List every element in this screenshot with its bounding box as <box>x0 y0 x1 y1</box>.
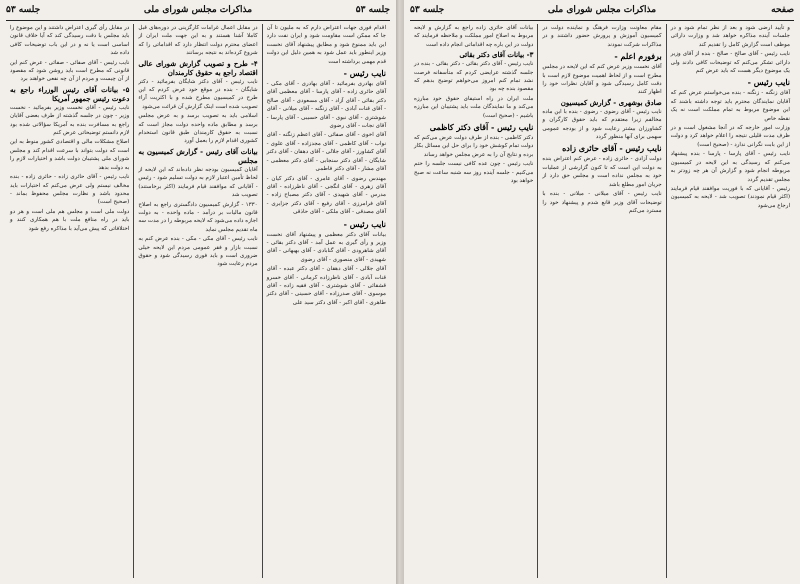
paragraph: ۱۳۳۰ - گزارش کمیسیون دادگستری راجع به اصلاح قانون مالیات بر درآمد - ماده واحده - به دولت اجازه داده می‌شود که لایحه مربوطه را در مدت سه ماه تقدیم مجلس نماید <box>138 201 258 233</box>
paragraph: آقای بهادری بفرمائید - آقای بهادری - آقای مکی - آقای حائری زاده - آقای پارسا - آقای معظمی آقای دکتر بقائی - آقای آزاد - آقای مسعودی - آقای صالح - آقای قنات آبادی - آقای زنگنه - آقای میلانی - آقای شوشتری - آقای نبوی - آقای حسیبی - آقای پارسا - آقای نجات - آقای رضوی <box>266 81 386 130</box>
paragraph: نایب رئیس - آقای صالح - صالح - بنده از آقای وزیر دارائی تشکر می‌کنم که توضیحات کافی دادند ولی یک موضوع دیگر هست که باید عرض کنم <box>670 51 790 75</box>
paragraph: در مقابل رأی گیری اعتراض داشتند و این موضوع را باید مجلس با دقت رسیدگی کند که آیا خلاف قانون اساسی است یا نه و در این باب توضیحات کافی داده شد <box>10 25 130 57</box>
paragraph: در مقابل اعمال غرامات کارگزینی در دوره‌های قبل کاملا آشنا هستند و به این جهت ملت ایران از اعضای محترم دولت انتظار دارد که اقداماتی را که شروع کرده‌اند به نتیجه برسانند <box>138 25 258 57</box>
paragraph: آقای جلالی - آقای دهقان - آقای دکتر عبده - آقای قنات آبادی - آقای ناظرزاده کرمانی - آقای خسرو قشقائی - آقای شوشتری - آقای فقیه زاده - آقای موسوی - آقای صدرزاده - آقای حسینی - آقای دکتر طاهری - آقای اکبر - آقای دکتر سید علی <box>266 266 386 306</box>
paragraph: نایب رئیس - آقای دکتر شایگان بفرمائید - دکتر شایگان - بنده در موقع خود عرض کردم که این طرح در کمیسیون مطرح شده و با اکثریت آراء تصویب شده است اینک گزارش آن قرائت می‌شود <box>138 78 258 110</box>
paragraph: مقام معاونت وزارت فرهنگ و نماینده دولت در کمیسیون آموزش و پرورش حضور داشتند و در مذاکرات شرکت نمودند <box>542 25 662 48</box>
speaker-heading: صادق بوشهری - گزارش کمیسیون <box>560 97 662 107</box>
paragraph: آقای زنگنه - زنگنه - بنده می‌خواستم عرض کنم که آقایان نمایندگان محترم باید توجه داشته باشند که این موضوع مربوط به تمام مملکت است نه یک نقطه خاص <box>670 90 790 122</box>
paragraph: نایب رئیس - آقای دکتر بقائی - دکتر بقائی - بنده در جلسه گذشته عرایضی کردم که متأسفانه فرصت نشد تمام کنم امروز می‌خواهم توضیح بدهم که مقصود بنده چه بود <box>414 61 534 93</box>
paragraph: و تأیید ارضی شود و بعد از نظر تمام شود و در جلسات آینده مذاکره خواهد شد و وزارت دارائی موظف است گزارش کامل را تقدیم کند <box>670 25 790 48</box>
left-page-title: مذاکرات مجلس شورای ملی <box>143 5 253 15</box>
paragraph: آقایان کمیسیون بودجه نظر داده‌اند که این لایحه از لحاظ تأمین اعتبار لازم به دولت تسلیم شود - رئیس - آقایانی که موافقند قیام فرمایند (اکثر برخاستند) تصویب شد <box>138 166 258 199</box>
left-page-number: جلسه ۵۳ <box>6 5 41 15</box>
paragraph: ملت ایران در راه استیفای حقوق خود مبارزه می‌کند و ما نمایندگان ملت باید پشتیبان این مبارزه باشیم - (صحیح است) <box>414 95 534 119</box>
paragraph: اسلامی باید به تصویب برسد و به عرض مجلس برسد و مطابق ماده واحده دولت مجاز است که نسبت به حقوق کارمندان طبق قانون استخدام کشوری اقدام لازم را بعمل آورد <box>138 113 258 145</box>
right-page-session-label: جلسه ۵۳ <box>410 5 445 15</box>
paragraph: نایب رئیس - آقای نخست وزیر بفرمائید - نخست وزیر - چون در جلسه گذشته از طرف بعضی آقایان راجع به مسافرت بنده به آمریکا سؤالاتی شده بود لازم دانستم توضیحاتی عرض کنم <box>10 104 130 137</box>
right-page-columns <box>410 24 794 578</box>
right-col-2 <box>410 24 537 578</box>
paragraph: دکتر کاظمی - بنده از طرف دولت عرض می‌کنم که دولت تمام کوشش خود را برای حل این مسائل بکار برده و نتایج آن را به عرض مجلس خواهد رساند <box>414 135 534 158</box>
paragraph: دولت ملی است و مجلس هم ملی است و هر دو باید در راه منافع ملت با هم همکاری کنند و اختلافاتی که پیش می‌آید با مذاکره رفع شود <box>10 208 130 232</box>
right-col-0 <box>666 24 794 578</box>
right-col-1 <box>537 24 665 578</box>
speaker-heading: ۴- طرح و تصویب گزارش شورای عالی اقتصاد راجع به حقوق کارمندان <box>138 58 258 77</box>
right-page <box>404 0 800 584</box>
paragraph: رئیس - آقایانی که با فوریت موافقند قیام فرمایند (اکثر قیام نمودند) تصویب شد - لایحه به کمیسیون ارجاع می‌شود <box>670 185 790 209</box>
speaker-heading: نایب رئیس - <box>343 218 386 229</box>
paragraph: نایب رئیس - چون عده کافی نیست جلسه را ختم می‌کنیم - جلسه آینده روز سه شنبه ساعت نه صبح خواهد بود <box>414 161 534 185</box>
left-page-session-label: جلسه ۵۳ <box>355 5 390 15</box>
speaker-heading: نایب رئیس - <box>747 77 790 88</box>
speaker-heading: نایب رئیس - آقای حائری زاده <box>562 143 662 154</box>
left-col-2 <box>6 24 133 578</box>
speaker-heading: نایب رئیس - <box>343 68 386 79</box>
speaker-heading: نایب رئیس - آقای دکتر کاظمی <box>429 122 534 133</box>
paragraph: اقدام فوری جهات اعتراض دارم که به ملیون تا آن جا که ممکن است مقاومت شود و ایران نفت دارد این باید ممنوع شود و مطابق پیشنهاد آقای نخست وزیر اینطور باید عمل شود به همین دلیل این دولت قدم مهمی برداشته است <box>266 25 386 65</box>
paragraph: نایب رئیس - آقای پارسا - پارسا - بنده پیشنهاد می‌کنم که رسیدگی به این لایحه در کمیسیون مربوطه انجام شود و گزارش آن هر چه زودتر به مجلس تقدیم گردد <box>670 151 790 183</box>
paragraph: اصلاح مشکلات مالی و اقتصادی کشور منوط به این است که دولت بتواند با سرعت اقدام کند و مجلس شورای ملی پشتیبان دولت باشد و اختیارات لازم را به دولت بدهد <box>10 139 130 171</box>
paragraph: نایب رئیس - آقای مکی - مکی - بنده عرض کنم به نسبت بازار و فقر عمومی مردم این لایحه خیلی ضروری است و باید فوری رسیدگی شود و حقوق مردم رعایت شود <box>138 236 258 268</box>
speaker-heading: ۳- بیانات آقای دکتر بقائی <box>459 50 534 60</box>
paragraph: وزارت امور خارجه که در آنجا مشغول است و در ظرف مدت قلیلی نتیجه را اعلام خواهد کرد و دولت از این بابت نگرانی ندارد - (صحیح است) <box>670 125 790 148</box>
right-page-number: صفحه <box>771 5 794 15</box>
paragraph: دولت آزادی - حائری زاده - عرض کنم اعتراض بنده به دولت این است که تا کنون گزارشی از عملیات خود به مجلس نداده است و مجلس حق دارد از جریان امور مطلع باشد <box>542 156 662 188</box>
paragraph: بیانات آقای حائری زاده راجع به گزارش و لایحه مربوط به اصلاح امور مملکت و ملاحظه فرمایند که دولت در این باره چه اقداماتی انجام داده است <box>414 25 534 48</box>
paragraph: نایب رئیس - آقای حائری زاده - حائری زاده - بنده مخالف نیستم ولی عرض می‌کنم که اختیارات باید محدود باشد و نظارت مجلس محفوظ بماند - (صحیح است) <box>10 174 130 206</box>
paragraph: نایب رئیس - آقای میلانی - میلانی - بنده با توضیحات آقای وزیر قانع شدم و پیشنهاد خود را مسترد می‌کنم <box>542 191 662 214</box>
speaker-heading: برفورم اعلم - <box>614 51 662 62</box>
right-page-title: مذاکرات مجلس شورای ملی <box>547 5 657 15</box>
right-page-header <box>410 4 794 21</box>
speaker-heading: ۵- بیانات آقای رئیس الوزراء راجع به دعوت رئیس جمهور آمریکا <box>10 84 130 103</box>
page-gutter <box>396 0 404 584</box>
paragraph: آقای نخست وزیر عرض کنم که این لایحه در مجلس مطرح است و از لحاظ اهمیت موضوع لازم است با دقت کامل رسیدگی شود و آقایان نظرات خود را اظهار کنند <box>542 64 662 96</box>
left-page-header <box>6 4 390 21</box>
speaker-heading: بیانات آقای رئیس - گزارش کمیسیون به مجلس <box>138 146 258 165</box>
left-col-1 <box>133 24 261 578</box>
left-col-0 <box>262 24 390 578</box>
left-page-columns <box>6 24 390 578</box>
paragraph: نایب رئیس - آقای صفائی - صفائی - عرض کنم این قانونی که مطرح است باید روشن شود که مقصود از آن چیست و مردم از آن چه نفعی خواهند برد <box>10 59 130 83</box>
paragraph: آقای اخوی - آقای صفائی - آقای اعظم زنگنه - آقای نواب - آقای کاظمی - آقای مجدزاده - آقای علوی - آقای کشاورز - آقای جلالی - آقای دهقان - آقای دکتر شایگان - آقای دکتر سنجابی - آقای دکتر معظمی - آقای مشار - آقای دکتر فاطمی <box>266 132 386 173</box>
paragraph: بیانات آقای دکتر معظمی و پیشنهاد آقای نخست وزیر و رأی گیری به عمل آمد - آقای دکتر بقائی - آقای شاهرودی - آقای گنابادی - آقای بهبهانی - آقای شهیدی - آقای منصوری - آقای رضوی <box>266 231 386 263</box>
left-page <box>0 0 396 584</box>
paragraph: مهندس رضوی - آقای عامری - آقای دکتر کیان - آقای زهری - آقای انگجی - آقای ناظرزاده - آقای مدرس - آقای شهیدی - آقای دکتر مصباح زاده - آقای فرامرزی - آقای رفیع - آقای دکتر جزایری - آقای مصدقی - آقای ملکی - آقای حاذقی <box>266 175 386 216</box>
paragraph: نایب رئیس - آقای رضوی - رضوی - بنده با این ماده مخالفم زیرا معتقدم که باید حقوق کارگران و کشاورزان بیشتر رعایت شود و از بودجه عمومی سهمی برای آنها منظور گردد <box>542 108 662 141</box>
